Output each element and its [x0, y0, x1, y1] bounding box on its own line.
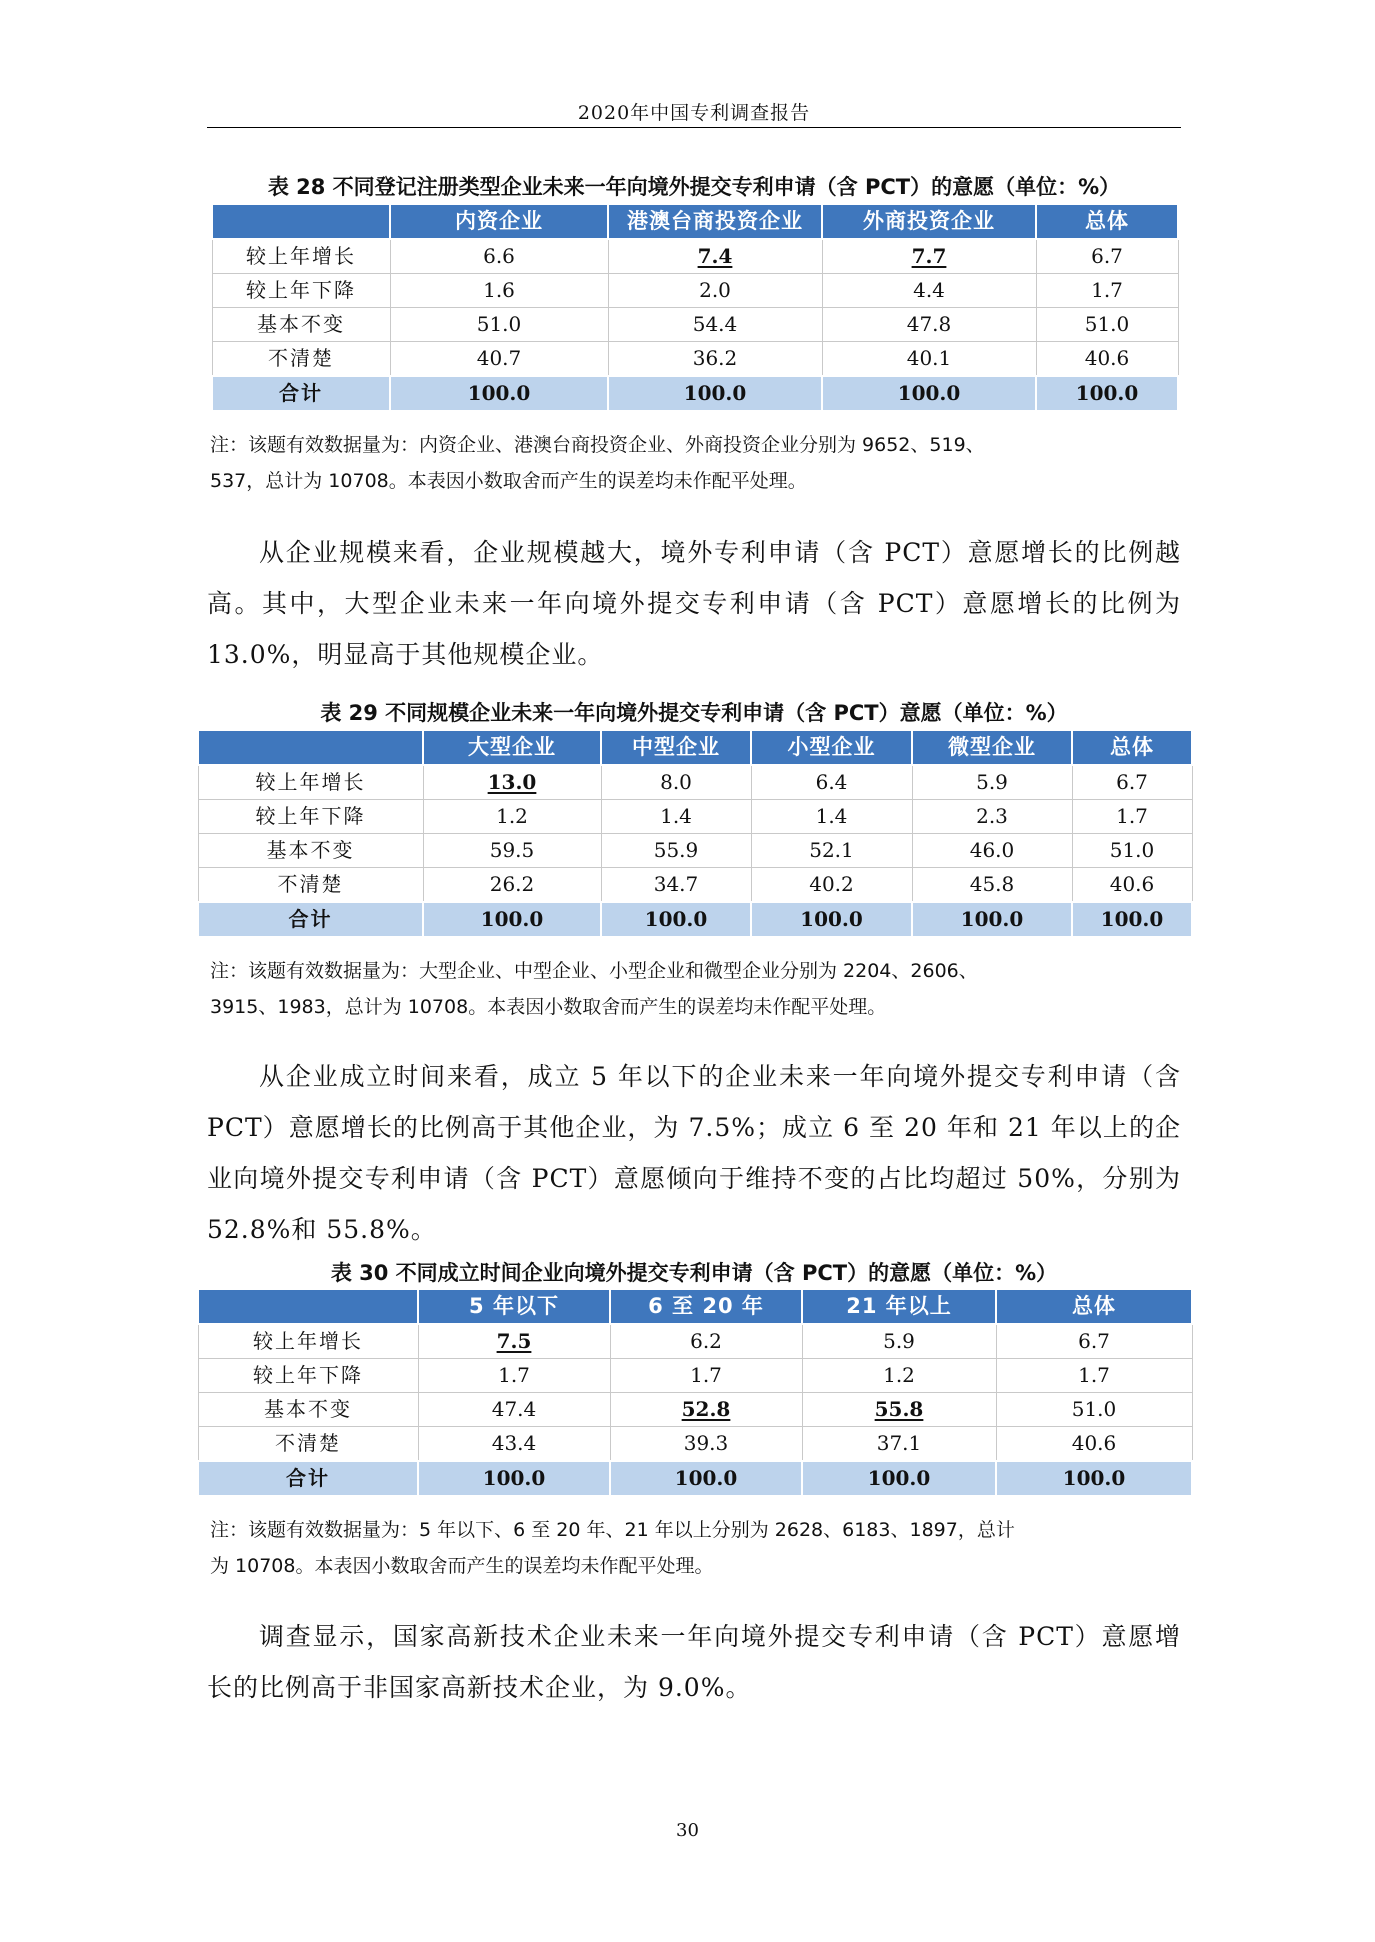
cell-value: 1.2: [883, 1363, 915, 1387]
table-cell: [912, 834, 1072, 868]
total-cell: 100.0: [1036, 376, 1178, 411]
cell-value: 40.2: [809, 872, 854, 896]
cell-value: 5.9: [883, 1329, 915, 1353]
cell-value: 6.7: [1078, 1329, 1110, 1353]
table30-caption: 表 30 不同成立时间企业向境外提交专利申请（含 PCT）的意愿（单位：%）: [330, 1261, 1058, 1285]
table-cell: [1036, 308, 1178, 342]
highlighted-value: 7.5: [496, 1329, 532, 1353]
total-cell: 100.0: [418, 1461, 610, 1496]
total-cell: 100.0: [912, 902, 1072, 937]
table-cell: [802, 1393, 996, 1427]
table29-note-line-1: 注：该题有效数据量为：大型企业、中型企业、小型企业和微型企业分别为 2204、2606、: [210, 960, 978, 982]
highlighted-value: 7.7: [911, 244, 947, 268]
total-row: [212, 376, 1178, 411]
table-cell: [1072, 868, 1192, 903]
cell-value: 43.4: [491, 1431, 537, 1455]
cell-value: 1.7: [1091, 278, 1123, 302]
column-header: [198, 1289, 418, 1324]
cell-value: 2.3: [976, 804, 1008, 828]
table28-note-line-2: 537，总计为 10708。本表因小数取舍而产生的误差均未作配平处理。: [210, 470, 807, 492]
cell-value: 45.8: [969, 872, 1015, 896]
table28-header: [212, 204, 1178, 239]
table-cell: [423, 834, 601, 868]
row-label: 基本不变: [198, 834, 423, 868]
cell-value: 37.1: [876, 1431, 922, 1455]
table29-note-line-2: 3915、1983，总计为 10708。本表因小数取舍而产生的误差均未作配平处理。: [210, 996, 887, 1018]
cell-value: 36.2: [692, 346, 738, 370]
table-cell: [423, 800, 601, 834]
table-cell: [610, 1359, 802, 1393]
table-cell: [601, 765, 751, 800]
total-cell: 100.0: [822, 376, 1036, 411]
table-row: [212, 308, 1178, 342]
column-header: 21 年以上: [802, 1289, 996, 1324]
page-header: 2020年中国专利调查报告: [577, 102, 811, 124]
table30-note: [210, 1512, 1182, 1584]
cell-value: 6.4: [815, 770, 848, 794]
table-cell: [1072, 800, 1192, 834]
cell-value: 6.6: [483, 244, 515, 268]
table-row: [198, 765, 1192, 800]
cell-value: 47.8: [906, 312, 952, 336]
column-header: 总体: [996, 1289, 1192, 1324]
table-cell: [822, 308, 1036, 342]
cell-value: 1.2: [496, 804, 528, 828]
table-cell: [802, 1324, 996, 1359]
table-cell: [822, 274, 1036, 308]
header-row: [212, 204, 1178, 239]
table-cell: [996, 1324, 1192, 1359]
paragraph-company-scale: 从企业规模来看，企业规模越大，境外专利申请（含 PCT）意愿增长的比例越高。其中，大型企业未来一年向境外提交专利申请（含 PCT）意愿增长的比例为 13.0%，明显高于其他规模企业。: [207, 538, 1181, 669]
cell-value: 40.6: [1084, 346, 1130, 370]
cell-value: 1.7: [1078, 1363, 1110, 1387]
table-row: [198, 1393, 1192, 1427]
cell-value: 1.7: [690, 1363, 722, 1387]
cell-value: 40.7: [476, 346, 522, 370]
table29-body: [198, 765, 1192, 937]
column-header: 内资企业: [390, 204, 608, 239]
row-label: 基本不变: [198, 1393, 418, 1427]
cell-value: 26.2: [489, 872, 535, 896]
row-label: 不清楚: [198, 868, 423, 903]
table-cell: [751, 834, 912, 868]
table-cell: [608, 342, 822, 377]
table-cell: [751, 765, 912, 800]
table-cell: [1036, 239, 1178, 274]
cell-value: 59.5: [489, 838, 535, 862]
table30-note-line-1: 注：该题有效数据量为：5 年以下、6 至 20 年、21 年以上分别为 2628、6183、1897，总计: [210, 1519, 1015, 1541]
table-cell: [610, 1393, 802, 1427]
row-label: 基本不变: [212, 308, 390, 342]
table-row: [198, 1359, 1192, 1393]
cell-value: 6.7: [1091, 244, 1123, 268]
cell-value: 6.7: [1116, 770, 1148, 794]
total-label: 合计: [198, 1461, 418, 1496]
total-cell: 100.0: [996, 1461, 1192, 1496]
table30-body: [198, 1324, 1192, 1496]
table-row: [198, 834, 1192, 868]
header-row: [198, 730, 1192, 765]
cell-value: 1.4: [660, 804, 692, 828]
row-label: 较上年增长: [212, 239, 390, 274]
total-label: 合计: [212, 376, 390, 411]
table-cell: [418, 1427, 610, 1462]
table-cell: [390, 239, 608, 274]
cell-value: 5.9: [976, 770, 1008, 794]
header-divider: [207, 127, 1181, 128]
total-cell: 100.0: [610, 1461, 802, 1496]
table-cell: [390, 274, 608, 308]
column-header: 总体: [1072, 730, 1192, 765]
row-label: 较上年增长: [198, 765, 423, 800]
cell-value: 40.1: [906, 346, 952, 370]
total-row: [198, 1461, 1192, 1496]
table-cell: [423, 765, 601, 800]
total-cell: 100.0: [423, 902, 601, 937]
table-cell: [610, 1427, 802, 1462]
cell-value: 54.4: [692, 312, 738, 336]
cell-value: 51.0: [1109, 838, 1155, 862]
table29-caption: 表 29 不同规模企业未来一年向境外提交专利申请（含 PCT）意愿（单位：%）: [320, 701, 1068, 725]
table28-note: [210, 427, 1182, 499]
table-cell: [912, 800, 1072, 834]
table-cell: [996, 1393, 1192, 1427]
total-cell: 100.0: [802, 1461, 996, 1496]
table29-header: [198, 730, 1192, 765]
cell-value: 51.0: [476, 312, 522, 336]
total-row: [198, 902, 1192, 937]
cell-value: 1.7: [498, 1363, 530, 1387]
cell-value: 51.0: [1071, 1397, 1117, 1421]
row-label: 不清楚: [212, 342, 390, 377]
table28: [211, 203, 1179, 412]
table-row: [198, 868, 1192, 903]
cell-value: 40.6: [1071, 1431, 1117, 1455]
table28-caption: 表 28 不同登记注册类型企业未来一年向境外提交专利申请（含 PCT）的意愿（单位：%）: [267, 175, 1121, 199]
cell-value: 4.4: [913, 278, 945, 302]
table-cell: [822, 239, 1036, 274]
total-cell: 100.0: [1072, 902, 1192, 937]
cell-value: 6.2: [690, 1329, 722, 1353]
table-cell: [601, 834, 751, 868]
table28-body: [212, 239, 1178, 411]
table-cell: [751, 800, 912, 834]
table-cell: [390, 308, 608, 342]
table-cell: [418, 1359, 610, 1393]
table-cell: [912, 868, 1072, 903]
row-label: 较上年增长: [198, 1324, 418, 1359]
table-row: [198, 1324, 1192, 1359]
highlighted-value: 52.8: [681, 1397, 731, 1421]
table30: [197, 1288, 1193, 1497]
cell-value: 51.0: [1084, 312, 1130, 336]
column-header: 港澳台商投资企业: [608, 204, 822, 239]
cell-value: 46.0: [969, 838, 1015, 862]
cell-value: 1.6: [483, 278, 515, 302]
row-label: 较上年下降: [198, 1359, 418, 1393]
total-cell: 100.0: [608, 376, 822, 411]
paragraph-high-tech: 调查显示，国家高新技术企业未来一年向境外提交专利申请（含 PCT）意愿增长的比例高于非国家高新技术企业，为 9.0%。: [207, 1622, 1181, 1702]
column-header: [212, 204, 390, 239]
column-header: 总体: [1036, 204, 1178, 239]
row-label: 较上年下降: [212, 274, 390, 308]
cell-value: 40.6: [1109, 872, 1155, 896]
table-cell: [996, 1359, 1192, 1393]
table-cell: [751, 868, 912, 903]
table29-note: [210, 953, 1182, 1025]
total-cell: 100.0: [751, 902, 912, 937]
cell-value: 1.7: [1116, 804, 1148, 828]
table-cell: [390, 342, 608, 377]
table-row: [212, 342, 1178, 377]
table-cell: [912, 765, 1072, 800]
cell-value: 1.4: [815, 804, 848, 828]
table-cell: [418, 1324, 610, 1359]
table-row: [198, 1427, 1192, 1462]
cell-value: 52.1: [809, 838, 854, 862]
table-cell: [1036, 274, 1178, 308]
table-row: [212, 274, 1178, 308]
table-cell: [1072, 834, 1192, 868]
paragraph-establishment-time: 从企业成立时间来看，成立 5 年以下的企业未来一年向境外提交专利申请（含 PCT）意愿增长的比例高于其他企业，为 7.5%；成立 6 至 20 年和 21 年以上的企业向境外提交专利申请（含 PCT）意愿倾向于维持不变的占比均超过 50%，分别为 52.8%和 55.8%。: [207, 1062, 1181, 1244]
cell-value: 47.4: [491, 1397, 537, 1421]
column-header: 5 年以下: [418, 1289, 610, 1324]
cell-value: 2.0: [699, 278, 731, 302]
table-cell: [418, 1393, 610, 1427]
table-cell: [601, 868, 751, 903]
column-header: 大型企业: [423, 730, 601, 765]
page-number: 30: [676, 1820, 699, 1841]
table-cell: [802, 1427, 996, 1462]
cell-value: 8.0: [660, 770, 692, 794]
table-cell: [802, 1359, 996, 1393]
table30-header: [198, 1289, 1192, 1324]
table-cell: [423, 868, 601, 903]
total-cell: 100.0: [390, 376, 608, 411]
column-header: 中型企业: [601, 730, 751, 765]
highlighted-value: 55.8: [874, 1397, 924, 1421]
highlighted-value: 7.4: [697, 244, 733, 268]
table-cell: [608, 308, 822, 342]
row-label: 较上年下降: [198, 800, 423, 834]
column-header: 外商投资企业: [822, 204, 1036, 239]
highlighted-value: 13.0: [487, 770, 537, 794]
table-cell: [822, 342, 1036, 377]
table30-note-line-2: 为 10708。本表因小数取舍而产生的误差均未作配平处理。: [210, 1555, 714, 1577]
header-row: [198, 1289, 1192, 1324]
column-header: 小型企业: [751, 730, 912, 765]
table28-note-line-1: 注：该题有效数据量为：内资企业、港澳台商投资企业、外商投资企业分别为 9652、519、: [210, 434, 985, 456]
table-cell: [1072, 765, 1192, 800]
table-row: [198, 800, 1192, 834]
table-cell: [608, 239, 822, 274]
table-row: [212, 239, 1178, 274]
cell-value: 39.3: [683, 1431, 729, 1455]
table-cell: [1036, 342, 1178, 377]
column-header: 微型企业: [912, 730, 1072, 765]
cell-value: 55.9: [653, 838, 699, 862]
table-cell: [610, 1324, 802, 1359]
table-cell: [608, 274, 822, 308]
total-cell: 100.0: [601, 902, 751, 937]
table-cell: [601, 800, 751, 834]
table-cell: [996, 1427, 1192, 1462]
row-label: 不清楚: [198, 1427, 418, 1462]
cell-value: 34.7: [653, 872, 699, 896]
column-header: [198, 730, 423, 765]
column-header: 6 至 20 年: [610, 1289, 802, 1324]
total-label: 合计: [198, 902, 423, 937]
table29: [197, 729, 1193, 938]
